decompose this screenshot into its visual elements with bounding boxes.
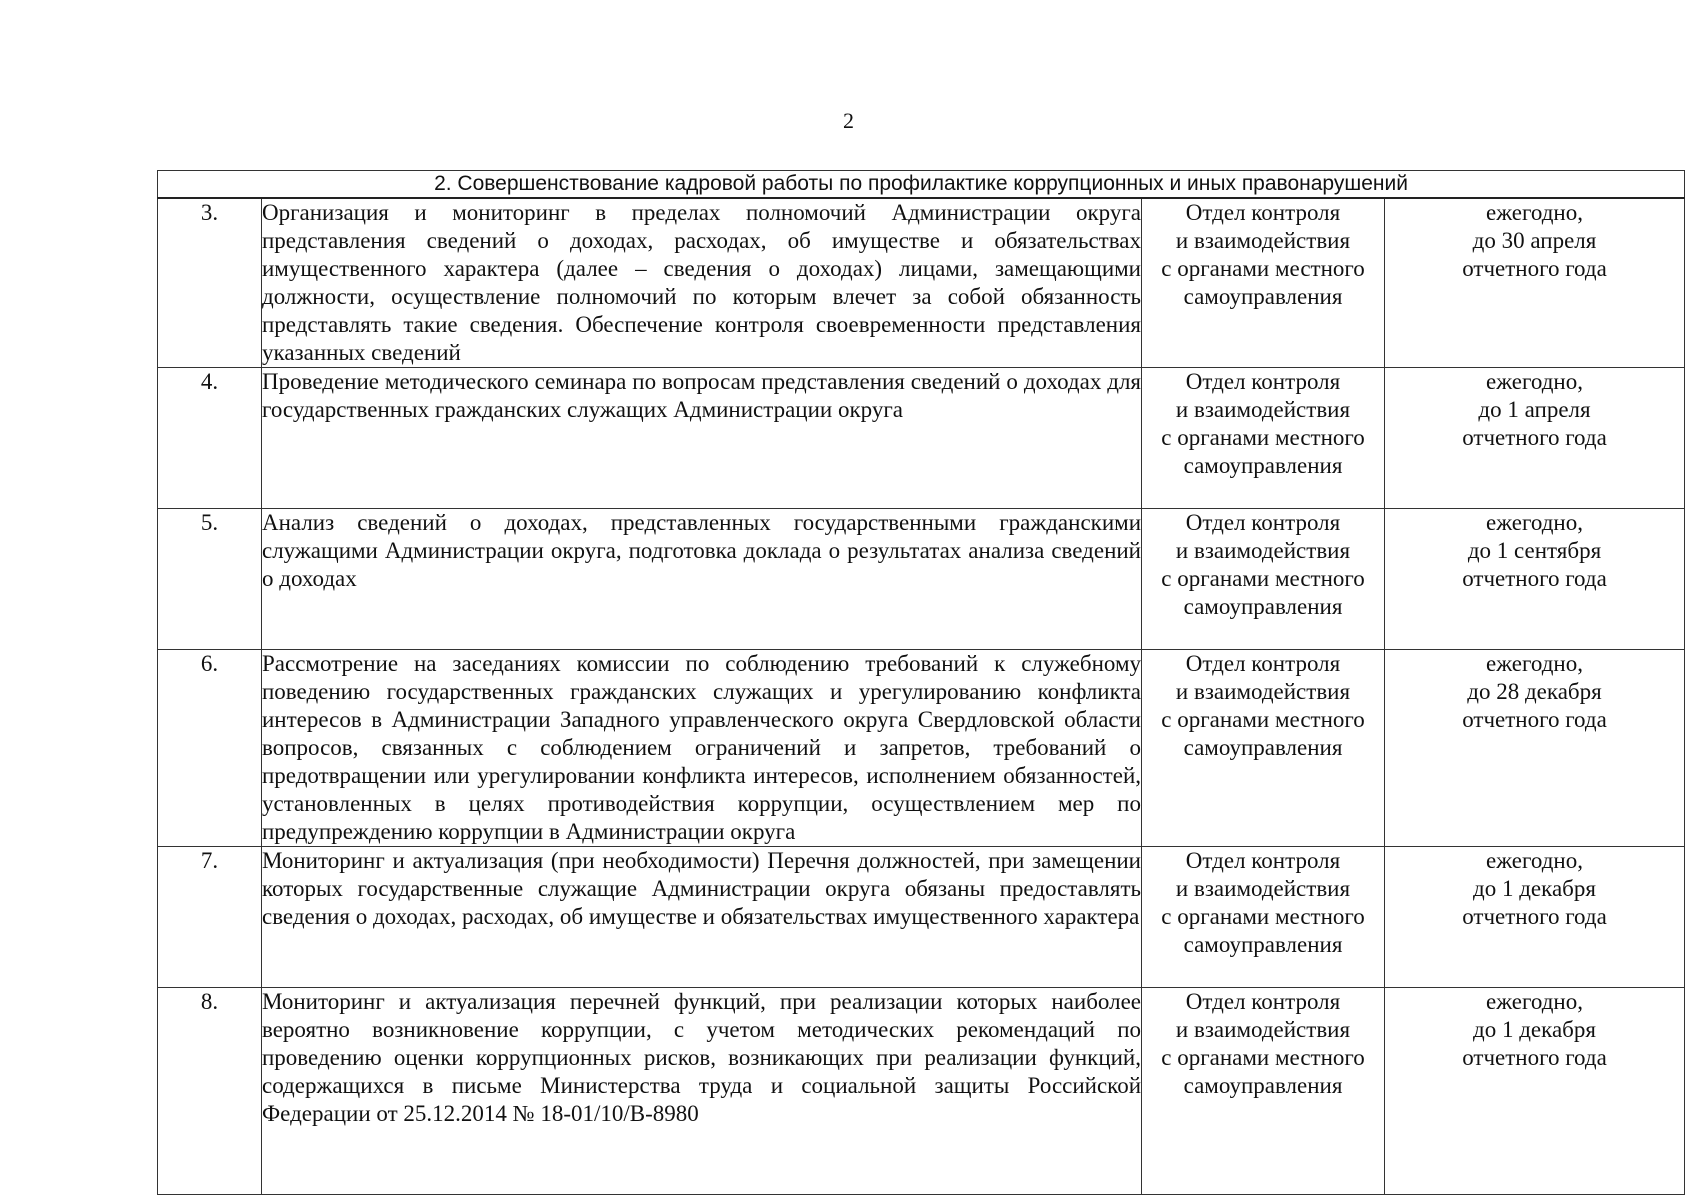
row-deadline: ежегодно, до 1 декабря отчетного года [1385, 988, 1685, 1195]
row-number: 3. [158, 198, 262, 368]
row-deadline: ежегодно, до 28 декабря отчетного года [1385, 650, 1685, 847]
page-number: 2 [843, 108, 854, 133]
row-description: Мониторинг и актуализация перечней функций, при реализации которых наиболее вероятно возникновение коррупции, с учетом методических рекомендаций по проведению оценки коррупционных рисков, возникающих при реализации функций, содержащихся в письме Министерства труда и социальной защиты Российской Федерации от 25.12.2014 № 18-01/10/В-8980 [262, 988, 1142, 1195]
table-row [158, 988, 1685, 1195]
row-number: 8. [158, 988, 262, 1195]
section-title: 2. Совершенствование кадровой работы по профилактике коррупционных и иных правонарушений [158, 171, 1685, 199]
row-department: Отдел контроля и взаимодействия с органами местного самоуправления [1142, 368, 1385, 509]
row-deadline: ежегодно, до 1 сентября отчетного года [1385, 509, 1685, 650]
row-description: Проведение методического семинара по вопросам представления сведений о доходах для государственных гражданских служащих Администрации округа [262, 368, 1142, 509]
row-department: Отдел контроля и взаимодействия с органами местного самоуправления [1142, 650, 1385, 847]
table-row [158, 198, 1685, 368]
section-header-row [158, 171, 1685, 199]
row-deadline: ежегодно, до 1 апреля отчетного года [1385, 368, 1685, 509]
row-description: Рассмотрение на заседаниях комиссии по соблюдению требований к служебному поведению государственных гражданских служащих и урегулированию конфликта интересов в Администрации Западного управленческого округа Свердловской области вопросов, связанных с соблюдением ограничений и запретов, требований о предотвращении или урегулировании конфликта интересов, исполнением обязанностей, установленных в целях противодействия коррупции, осуществлением мер по предупреждению коррупции в Администрации округа [262, 650, 1142, 847]
table-row [158, 847, 1685, 988]
row-department: Отдел контроля и взаимодействия с органами местного самоуправления [1142, 847, 1385, 988]
table-row [158, 368, 1685, 509]
row-department: Отдел контроля и взаимодействия с органами местного самоуправления [1142, 198, 1385, 368]
row-number: 6. [158, 650, 262, 847]
row-description: Мониторинг и актуализация (при необходимости) Перечня должностей, при замещении которых государственные служащие Администрации округа обязаны предоставлять сведения о доходах, расходах, об имуществе и обязательствах имущественного характера [262, 847, 1142, 988]
row-department: Отдел контроля и взаимодействия с органами местного самоуправления [1142, 988, 1385, 1195]
row-number: 5. [158, 509, 262, 650]
row-description: Организация и мониторинг в пределах полномочий Администрации округа представления сведений о доходах, расходах, об имуществе и обязательствах имущественного характера (далее – сведения о доходах) лицами, замещающими должности, осуществление полномочий по которым влечет за собой обязанность представлять такие сведения. Обеспечение контроля своевременности представления указанных сведений [262, 198, 1142, 368]
row-number: 4. [158, 368, 262, 509]
row-description: Анализ сведений о доходах, представленных государственными гражданскими служащими Администрации округа, подготовка доклада о результатах анализа сведений о доходах [262, 509, 1142, 650]
anti-corruption-plan-table [157, 170, 1685, 1195]
table-row [158, 509, 1685, 650]
row-number: 7. [158, 847, 262, 988]
row-deadline: ежегодно, до 30 апреля отчетного года [1385, 198, 1685, 368]
table-row [158, 650, 1685, 847]
row-deadline: ежегодно, до 1 декабря отчетного года [1385, 847, 1685, 988]
row-department: Отдел контроля и взаимодействия с органами местного самоуправления [1142, 509, 1385, 650]
